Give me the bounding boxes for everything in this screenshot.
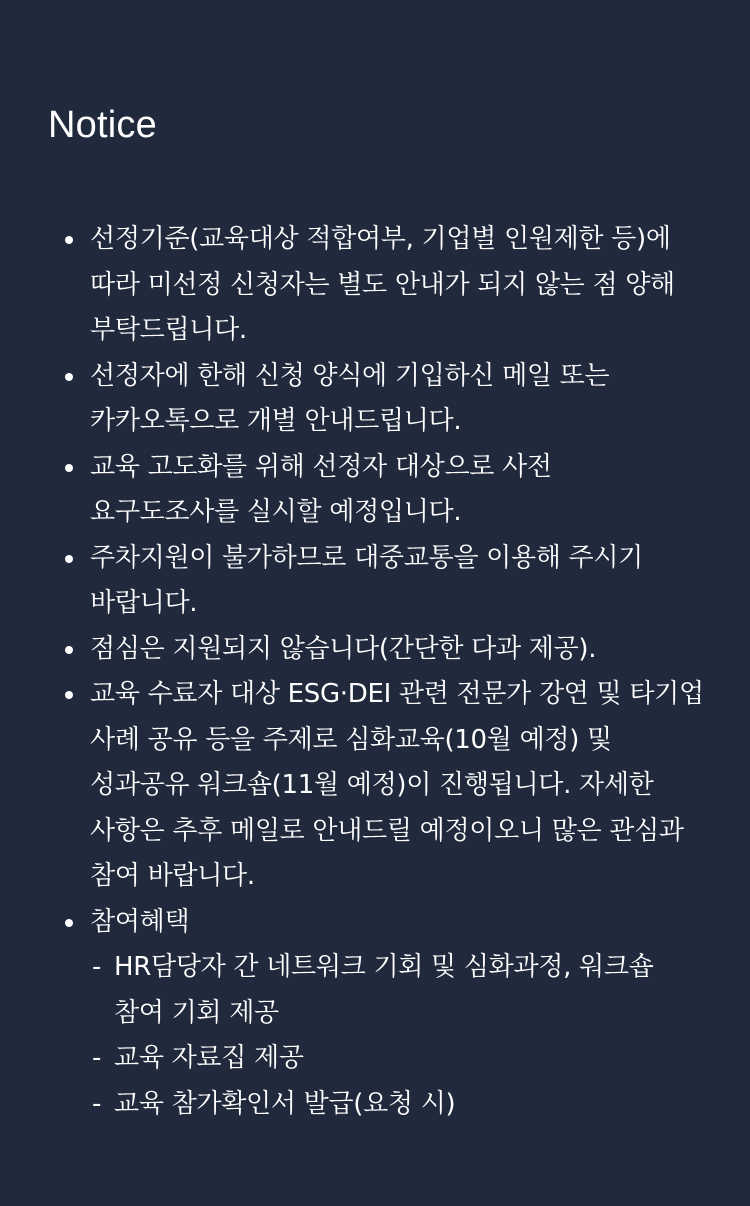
benefit-item-text: 교육 자료집 제공 — [114, 1043, 304, 1073]
notice-item-benefits — [48, 900, 708, 1128]
notice-item-text: 선정기준(교육대상 적합여부, 기업별 인원제한 등)에 따라 미선정 신청자는 별도 안내가 되지 않는 점 양해 부탁드립니다. — [90, 224, 675, 345]
dash-marker: - — [92, 1088, 102, 1119]
bullet-icon — [65, 555, 73, 563]
bullet-icon — [65, 464, 73, 472]
dash-marker: - — [92, 952, 102, 982]
benefit-item-text: 교육 참가확인서 발급(요청 시) — [114, 1088, 456, 1119]
benefit-list — [90, 945, 708, 1127]
benefit-item-network — [90, 945, 708, 1036]
bullet-icon — [65, 646, 73, 654]
bullet-icon — [65, 236, 73, 244]
bullet-icon — [65, 919, 73, 927]
notice-item-lunch — [48, 627, 708, 673]
notice-item-parking — [48, 536, 708, 627]
notice-list — [48, 217, 708, 1127]
notice-item-text: 점심은 지원되지 않습니다(간단한 다과 제공). — [90, 633, 597, 664]
notice-title: Notice — [48, 104, 157, 146]
benefit-item-certificate — [90, 1082, 708, 1128]
notice-item-pre-survey — [48, 445, 708, 536]
notice-item-advanced-course — [48, 672, 708, 900]
benefit-item-materials — [90, 1036, 708, 1082]
notice-section — [48, 98, 708, 1127]
benefit-item-text: HR담당자 간 네트워크 기회 및 심화과정, 워크숍 참여 기회 제공 — [114, 952, 654, 1028]
bullet-icon — [65, 373, 73, 381]
notice-item-text: 교육 고도화를 위해 선정자 대상으로 사전 요구도조사를 실시할 예정입니다. — [90, 451, 552, 527]
notice-item-text: 주차지원이 불가하므로 대중교통을 이용해 주시기 바랍니다. — [90, 542, 643, 618]
notice-item-individual-notification — [48, 354, 708, 445]
notice-item-text: 교육 수료자 대상 ESG·DEI 관련 전문가 강연 및 타기업 사례 공유 등을 주제로 심화교육(10월 예정) 및 성과공유 워크숍(11월 예정)이 진행됩니다. 자세한 사항은 추후 메일로 안내드릴 예정이오니 많은 관심과 참여 바랍니다. — [90, 679, 704, 891]
dash-marker: - — [92, 1043, 102, 1073]
bullet-icon — [65, 691, 73, 699]
notice-item-text: 선정자에 한해 신청 양식에 기입하신 메일 또는 카카오톡으로 개별 안내드립니다. — [90, 360, 610, 436]
benefits-heading: 참여혜택 — [90, 906, 190, 937]
notice-item-selection-criteria — [48, 217, 708, 354]
